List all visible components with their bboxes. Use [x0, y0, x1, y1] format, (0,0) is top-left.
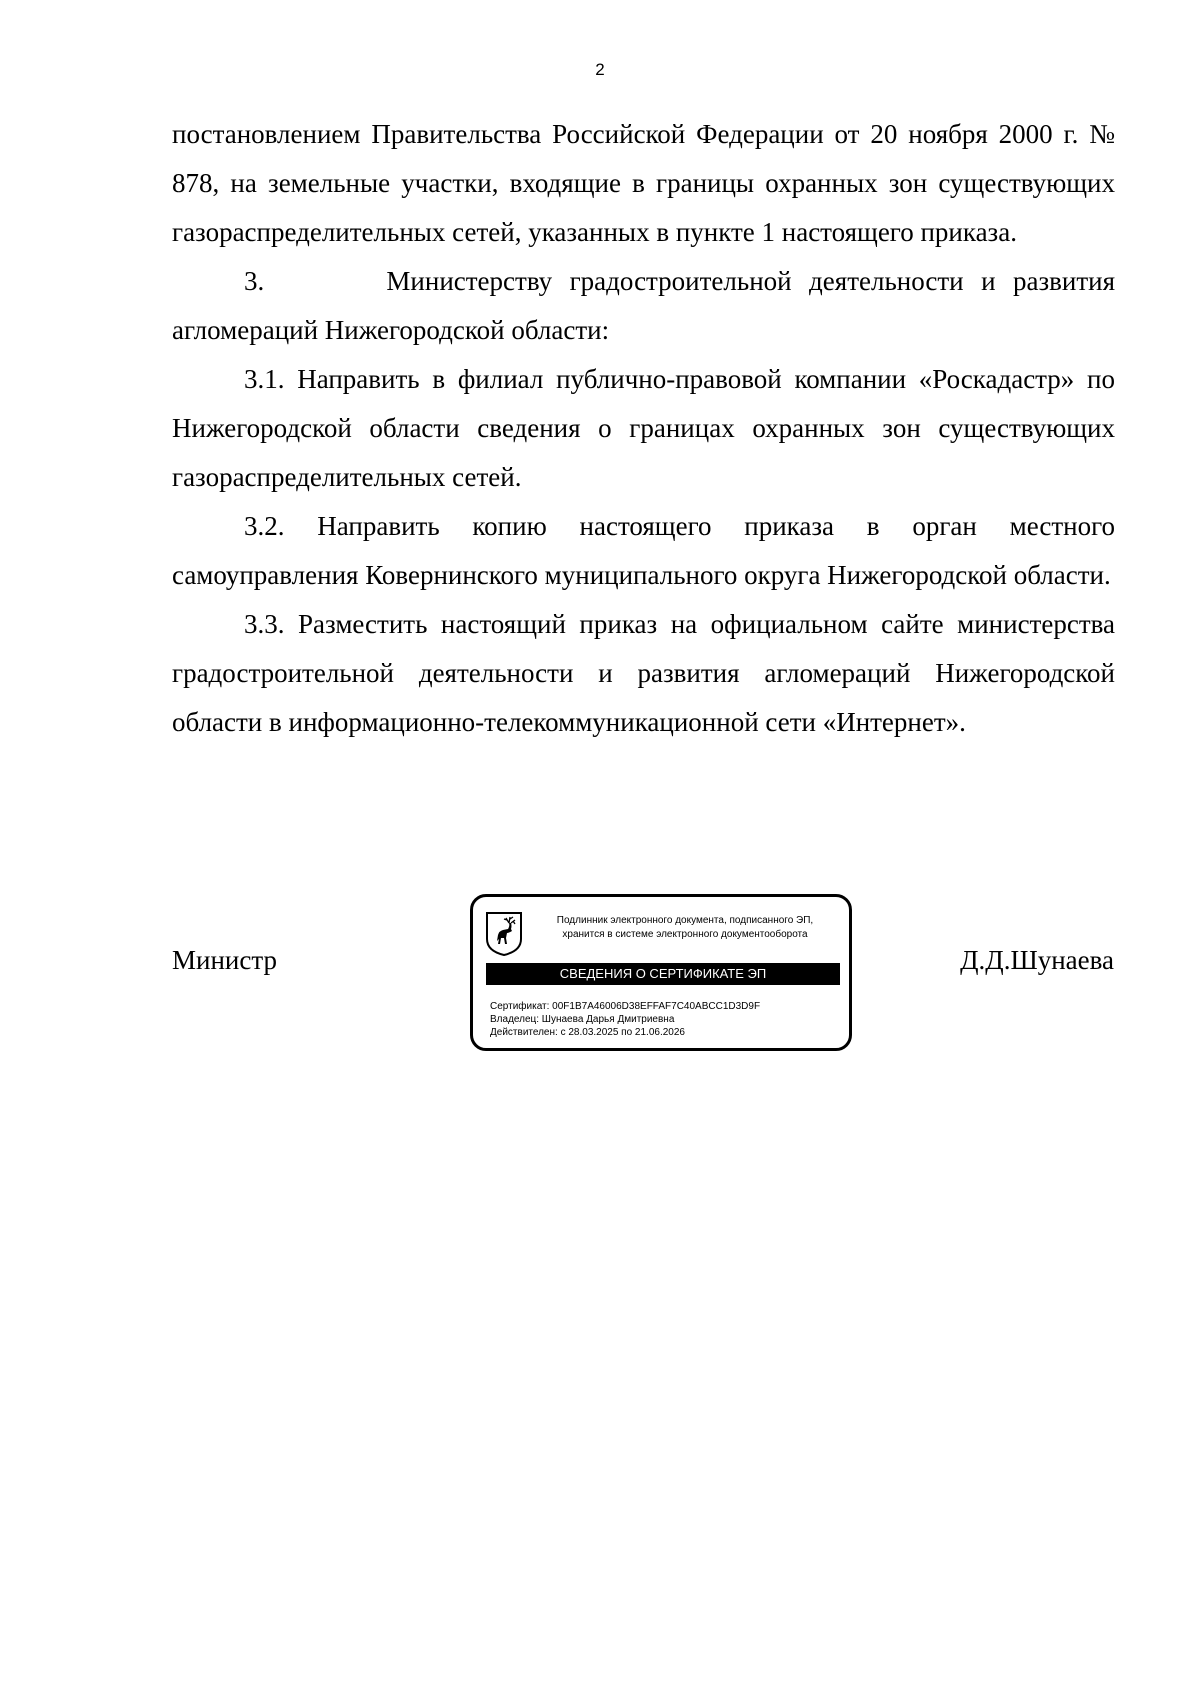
signatory-role: Министр [172, 945, 277, 975]
stamp-header [535, 914, 835, 942]
signatory-name: Д.Д.Шунаева [960, 945, 1114, 975]
paragraph-continuation: постановлением Правительства Российской Федерации от 20 ноября 2000 г. № 878, на земельные участки, входящие в границы охранных зон существующих газораспределительных сетей, указанных в пункте 1 настоящего приказа. [172, 119, 1115, 247]
paragraph-item-3: 3. Министерству градостроительной деятельности и развития агломераций Нижегородской области: [172, 266, 1115, 345]
certificate-validity: Действителен: с 28.03.2025 по 21.06.2026 [490, 1027, 685, 1038]
deer-emblem-icon [485, 911, 523, 957]
paragraph-item-3-3: 3.3. Разместить настоящий приказ на официальном сайте министерства градостроительной деятельности и развития агломераций Нижегородской области в информационно-телекоммуникационной сети «Интернет». [172, 609, 1115, 737]
stamp-header-line: хранится в системе электронного документооборота [562, 929, 808, 940]
stamp-header-line: Подлинник электронного документа, подписанного ЭП, [556, 915, 814, 926]
stamp-details [490, 1000, 760, 1039]
paragraph-item-3-1: 3.1. Направить в филиал публично-правовой компании «Роскадастр» по Нижегородской области сведения о границах охранных зон существующих газораспределительных сетей. [172, 364, 1115, 492]
electronic-signature-stamp [470, 894, 852, 1051]
paragraph-item-3-2: 3.2. Направить копию настоящего приказа в орган местного самоуправления Ковернинского муниципального округа Нижегородской области. [172, 511, 1115, 590]
certificate-owner: Владелец: Шунаева Дарья Дмитриевна [490, 1014, 675, 1025]
certificate-number: Сертификат: 00F1B7A46006D38EFFAF7C40ABCC1D3D9F [490, 1001, 761, 1012]
page-number: 2 [595, 60, 605, 79]
stamp-banner: СВЕДЕНИЯ О СЕРТИФИКАТЕ ЭП [486, 963, 840, 985]
document-body [172, 110, 1115, 747]
